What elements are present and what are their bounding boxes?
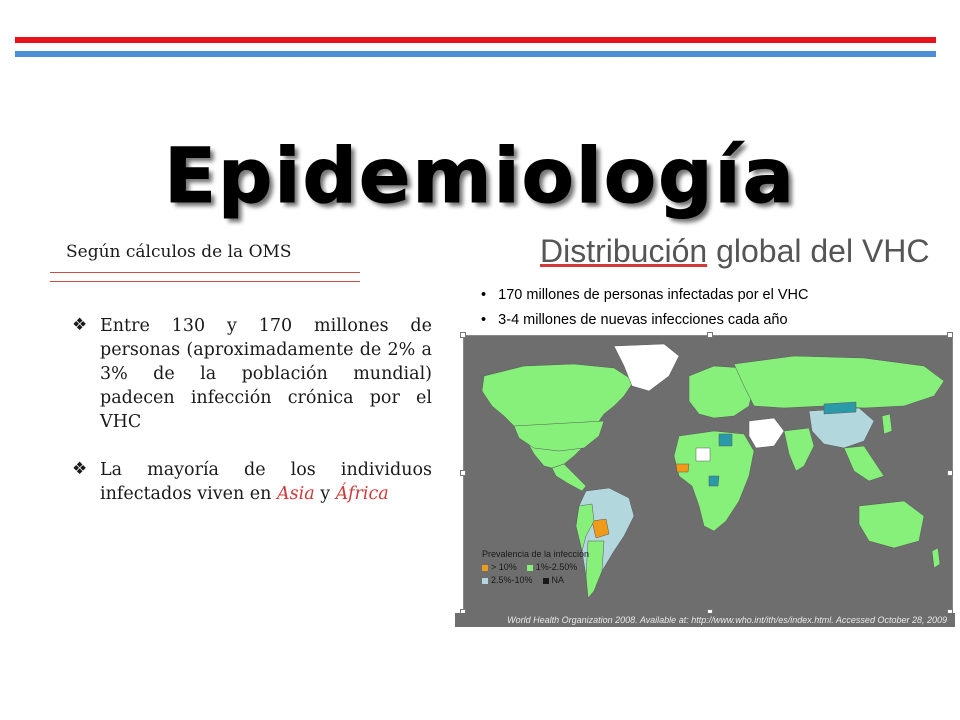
map-bullet-1: • 170 millones de personas infectadas por el VHC	[481, 287, 809, 303]
africa-white	[696, 448, 710, 461]
map-title-underlined-word: Distribución	[540, 233, 708, 269]
legend-title: Prevalencia de la infección	[482, 549, 590, 559]
legend-label-high: > 10%	[491, 562, 517, 572]
resize-handle[interactable]	[707, 332, 713, 338]
legend-row-2	[482, 575, 589, 585]
top-red-rule	[15, 37, 936, 43]
bullet-text-2	[100, 458, 432, 506]
bullet-text-2-start: La mayoría de los individuos infectados viven en	[100, 460, 432, 504]
africa-text: África	[335, 484, 389, 504]
swatch-low	[527, 565, 533, 571]
map-bullet-2: • 3-4 millones de nuevas infecciones cada año	[481, 312, 788, 328]
map-panel	[455, 225, 955, 635]
bullet-text-1: Entre 130 y 170 millones de personas (aproximadamente de 2% a 3% de la población mundial) padecen infección crónica por el VHC	[100, 316, 432, 432]
resize-handle[interactable]	[947, 470, 953, 476]
legend-item-na	[543, 575, 565, 585]
swatch-high	[482, 565, 488, 571]
mongolia-teal	[824, 402, 856, 414]
subtitle-underline-1	[50, 272, 360, 273]
legend-label-na: NA	[551, 575, 565, 585]
legend-item-low	[527, 562, 578, 572]
resize-handle[interactable]	[460, 470, 466, 476]
bullet-text-2-connector: y	[314, 484, 336, 504]
legend-item-high	[482, 562, 517, 572]
swatch-mid	[482, 578, 488, 584]
map-source-text: World Health Organization 2008. Available at: http://www.who.int/ith/es/index.html. Accessed October 28, 2009	[507, 615, 947, 625]
map-bullet-1-text: 170 millones de personas infectadas por el VHC	[498, 287, 809, 303]
swatch-na	[543, 578, 549, 584]
map-source-citation	[455, 613, 955, 627]
legend-label-low: 1%-2.50%	[535, 562, 578, 572]
egypt-teal	[719, 434, 732, 446]
map-title	[540, 233, 930, 270]
central-africa-teal	[709, 476, 719, 486]
legend-item-mid	[482, 575, 533, 585]
map-legend	[482, 549, 589, 585]
legend-row-1	[482, 562, 589, 572]
world-map	[463, 335, 953, 614]
map-title-rest: global del VHC	[707, 233, 930, 269]
diamond-bullet-icon: ❖	[72, 459, 88, 479]
top-blue-rule	[15, 51, 936, 57]
bullet-item-2	[72, 458, 432, 506]
resize-handle[interactable]	[460, 332, 466, 338]
asia-text: Asia	[277, 484, 315, 504]
bullet-item-1	[72, 314, 432, 434]
west-africa-high	[676, 464, 689, 472]
bullet-list	[72, 314, 432, 530]
slide-title: Epidemiología	[164, 130, 796, 220]
subtitle: Según cálculos de la OMS	[66, 242, 292, 262]
japan	[882, 414, 892, 434]
resize-handle[interactable]	[947, 332, 953, 338]
diamond-bullet-icon: ❖	[72, 315, 88, 335]
map-bullet-2-text: 3-4 millones de nuevas infecciones cada año	[498, 312, 788, 328]
subtitle-underline-2	[50, 281, 360, 282]
legend-label-mid: 2.5%-10%	[491, 575, 533, 585]
